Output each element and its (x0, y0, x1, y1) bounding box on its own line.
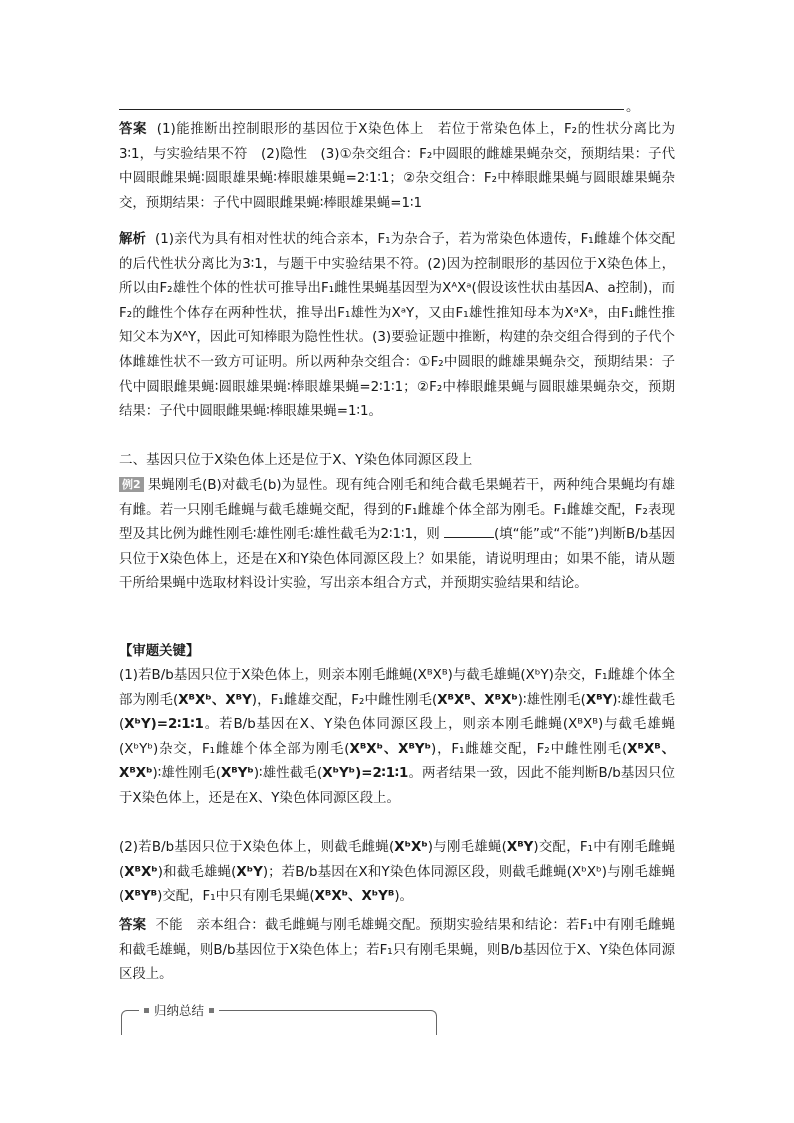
key2-bold: XᴮY (506, 840, 534, 855)
key1-bold: XᵇY)=2∶1∶1 (124, 717, 204, 733)
key1-bold: XᴮY (585, 692, 613, 708)
square-bullet-icon (209, 1008, 214, 1013)
key1-text: (1)若B/b基因只位于X染色体上，则亲本刚毛雌蝇(XᴮXᴮ)与截毛雄蝇(XᵇY)杂交，F₁雌雄个体全部为刚毛( (119, 668, 675, 708)
answer-label: 答案 (119, 918, 147, 933)
key1-text: )∶雄性截毛( (119, 692, 676, 733)
summary-title-text: 归纳总结 (154, 1003, 205, 1018)
answer-blank-line (119, 109, 624, 110)
answer-paragraph-2 (119, 914, 675, 988)
key2-bold: XᵇXᵇ (394, 840, 428, 855)
key2-bold: XᴮXᵇ、XᵇYᴮ (314, 889, 395, 905)
key1-text: )∶雄性刚毛( (517, 692, 586, 708)
square-bullet-icon (144, 1008, 149, 1013)
section-heading: 二、基因只位于X染色体上还是位于X、Y染色体同源区段上 (119, 452, 473, 468)
example-2-question (119, 474, 675, 597)
key1-text: )∶雄性截毛( (253, 766, 323, 782)
key1-text: 。若B/b基因在X、Y染色体同源区段上，则亲本刚毛雌蝇(XᴮXᴮ)与截毛雄蝇(XᵇYᵇ)杂交，F₁雌雄个体全部为刚毛( (119, 717, 675, 757)
key2-text: )与刚毛雄蝇( (427, 840, 507, 855)
key-points-label: 【审题关键】 (119, 644, 200, 659)
analysis-paragraph-1 (119, 228, 675, 425)
key1-bold: XᴮXᵇ、XᴮY (178, 692, 252, 708)
key2-text: )交配，F₁中只有刚毛果蝇( (157, 889, 315, 905)
key2-bold: XᴮYᴮ (124, 889, 158, 905)
key-paragraph-2 (119, 836, 675, 910)
key-paragraph-1 (119, 664, 675, 812)
fill-in-blank (444, 525, 494, 538)
answer-text: (1)能推断出控制眼形的基因位于X染色体上 若位于常染色体上，F₂的性状分离比为3∶1，与实验结果不符 (2)隐性 (3)①杂交组合：F₂中圆眼的雌雄果蝇杂交，预期结果：子代中圆眼雌果蝇∶圆眼雄果蝇∶棒眼雄果蝇=2∶1∶1；②杂交组合：F₂中棒眼雌果蝇与圆眼雄果蝇杂交，预期结果：子代中圆眼雌果蝇∶棒眼雄果蝇=1∶1 (119, 122, 676, 211)
key2-text: )交配，F₁中有刚毛雌蝇( (119, 840, 676, 880)
summary-title (139, 1001, 219, 1019)
key1-text: )，F₁雌雄交配，F₂中雌性刚毛( (251, 692, 438, 708)
example-text-1: 果蝇刚毛(B)对截毛(b)为显性。现有纯合刚毛和纯合截毛果蝇若干，两种纯合果蝇均有雄有雌。若一只刚毛雌蝇与截毛雄蝇交配，得到的F₁雌雄个体全部为刚毛。F₁雌雄交配，F₂表现型及其比例为雌性刚毛∶雄性刚毛∶雄性截毛为2∶1∶1，则 (119, 478, 675, 543)
analysis-label: 解析 (119, 232, 147, 247)
key2-bold: XᴮXᵇ (124, 864, 158, 880)
example-text-2: (填“能”或“不能”)判断B/b基因只位于X染色体上，还是在X和Y染色体同源区段上？如果能，请说明理由；如果不能，请从题干所给果蝇中选取材料设计实验，写出亲本组合方式，并预期实验结果和结论。 (119, 527, 675, 592)
key1-text: )，F₁雌雄交配，F₂中雌性刚毛( (431, 741, 628, 757)
answer-paragraph-1 (119, 118, 675, 216)
key1-bold: XᴮYᵇ (220, 766, 254, 782)
key1-bold: XᵇYᵇ)=2∶1∶1 (322, 766, 409, 782)
end-mark: 。 (626, 100, 640, 115)
key1-text: )∶雄性刚毛( (152, 766, 221, 782)
key2-bold: XᵇY (236, 864, 263, 880)
example-badge: 例2 (119, 477, 144, 492)
key2-text: (2)若B/b基因只位于X染色体上，则截毛雌蝇( (119, 840, 395, 855)
key1-bold: XᴮXᴮ、XᴮXᵇ (437, 692, 518, 708)
key1-bold: XᴮXᵇ、XᴮYᵇ (349, 741, 432, 757)
key1-text: 。两者结果一致，因此不能判断B/b基因只位于X染色体上，还是在X、Y染色体同源区段上。 (119, 766, 676, 806)
key2-text: )。 (394, 889, 413, 905)
answer-text: 不能 亲本组合：截毛雌蝇与刚毛雄蝇交配。预期实验结果和结论：若F₁中有刚毛雌蝇和截毛雄蝇，则B/b基因位于X染色体上；若F₁只有刚毛果蝇，则B/b基因位于X、Y染色体同源区段上。 (119, 918, 675, 983)
key1-bold: XᴮXᴮ、XᴮXᵇ (119, 741, 675, 782)
key2-text: )和截毛雄蝇( (157, 864, 237, 880)
key2-text: )；若B/b基因在X和Y染色体同源区段，则截毛雌蝇(XᵇXᵇ)与刚毛雄蝇( (119, 864, 675, 905)
answer-label: 答案 (119, 122, 147, 137)
analysis-text: (1)亲代为具有相对性状的纯合亲本，F₁为杂合子，若为常染色体遗传，F₁雌雄个体交配的后代性状分离比为3∶1，与题干中实验结果不符。(2)因为控制眼形的基因位于X染色体上，所以由F₂雄性个体的性状可推导出F₁雌性果蝇基因型为XᴬXᵃ(假设该性状由基因A、a控制)，而F₂的雌性个体存在两种性状，推导出F₁雄性为XᵃY，又由F₁雄性推知母本为XᵃXᵃ，由F₁雌性推知父本为XᴬY，因此可知棒眼为隐性性状。(3)要验证题中推断，构建的杂交组合得到的子代个体雌雄性状不一致方可证明。所以两种杂交组合：①F₂中圆眼的雌雄果蝇杂交，预期结果：子代中圆眼雌果蝇∶圆眼雄果蝇∶棒眼雄果蝇=2∶1∶1；②F₂中棒眼雌果蝇与圆眼雄果蝇杂交，预期结果：子代中圆眼雌果蝇∶棒眼雄果蝇=1∶1。 (119, 232, 676, 420)
